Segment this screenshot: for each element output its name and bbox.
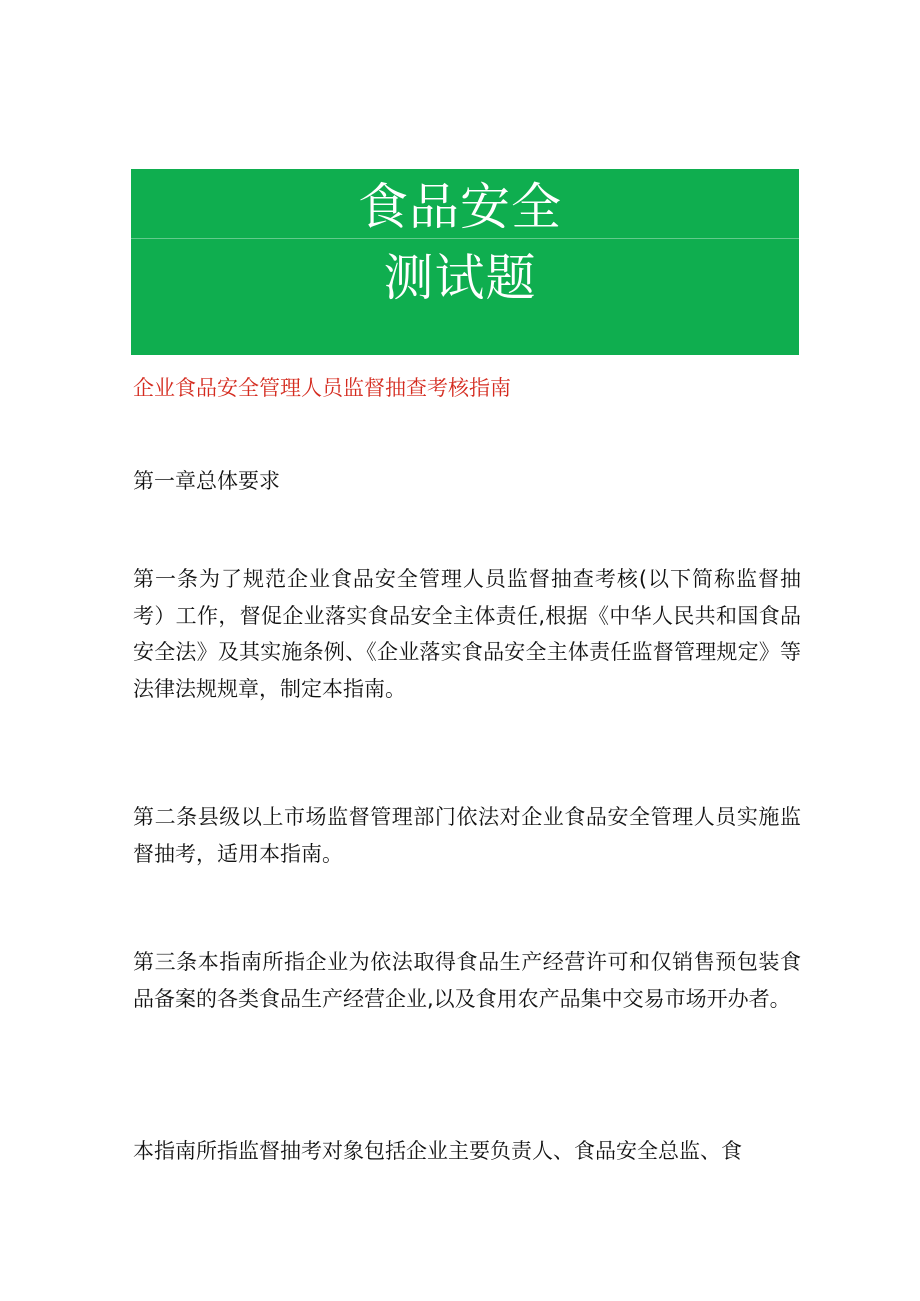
banner-divider	[131, 238, 799, 239]
paragraph-article-3: 第三条本指南所指企业为依法取得食品生产经营许可和仅销售预包装食品备案的各类食品生产经营企业,以及食用农产品集中交易市场开办者。	[133, 950, 801, 1011]
banner-title-line-2: 测试题	[383, 249, 537, 307]
paragraph-article-2: 第二条县级以上市场监督管理部门依法对企业食品安全管理人员实施监督抽考，适用本指南。	[133, 805, 801, 866]
paragraph-article-1: 第一条为了规范企业食品安全管理人员监督抽查考核(以下简称监督抽考）工作，督促企业落实食品安全主体责任,根据《中华人民共和国食品安全法》及其实施条例、《企业落实食品安全主体责任监督管理规定》等法律法规规章，制定本指南。	[133, 567, 801, 702]
document-title: 企业食品安全管理人员监督抽查考核指南	[133, 376, 511, 400]
chapter-heading: 第一章总体要求	[133, 469, 280, 493]
banner-title-line-1: 食品安全	[358, 178, 562, 236]
paragraph-scope: 本指南所指监督抽考对象包括企业主要负责人、食品安全总监、食	[133, 1139, 742, 1163]
